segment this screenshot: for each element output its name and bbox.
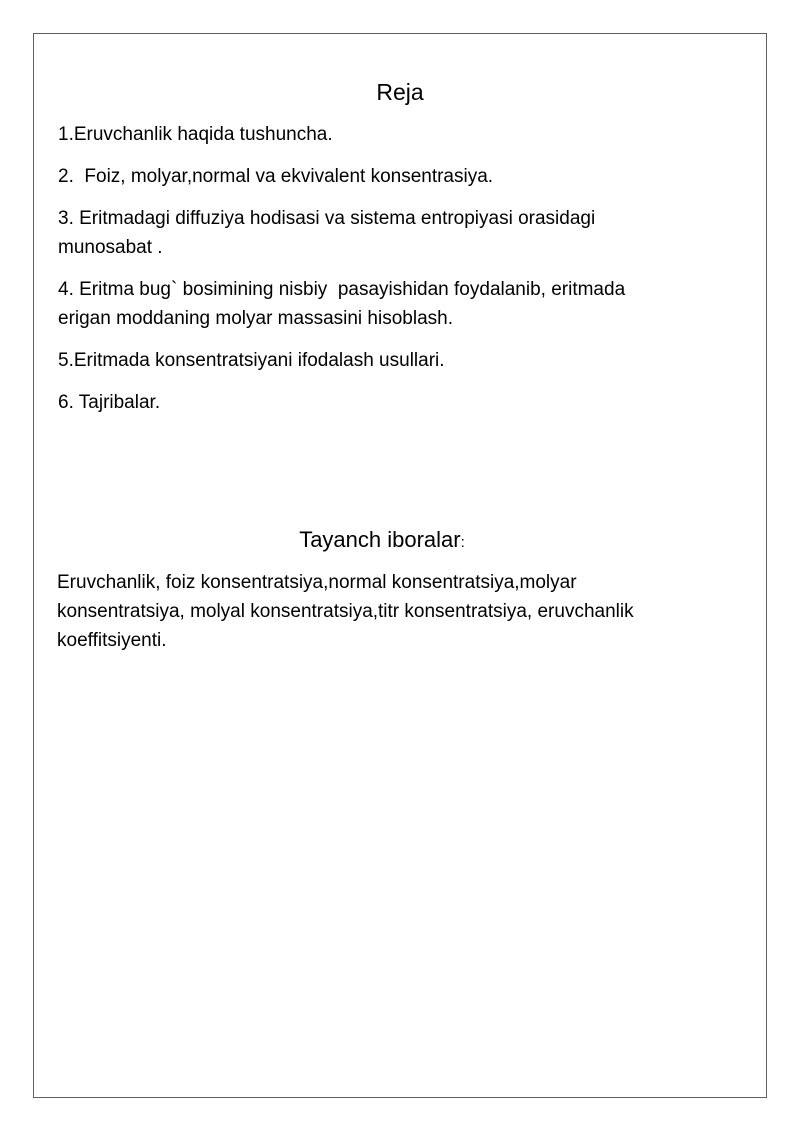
keywords-paragraph: Eruvchanlik, foiz konsentratsiya,normal konsentratsiya,molyar konsentratsiya, molyal konsentratsiya,titr konsentratsiya, eruvchanlik koeffitsiyenti. — [57, 572, 639, 651]
keywords-heading-colon: : — [460, 534, 465, 551]
list-item: 3. Eritmadagi diffuziya hodisasi va sistema entropiyasi orasidagi munosabat . — [58, 208, 601, 258]
page-title: Reja — [376, 79, 424, 105]
page-border-frame — [33, 33, 767, 1098]
keywords-heading-label: Tayanch iboralar — [299, 527, 461, 552]
list-item: 1.Eruvchanlik haqida tushuncha. — [58, 124, 333, 145]
slide-content-area — [34, 34, 766, 1097]
list-item: 2. Foiz, molyar,normal va ekvivalent konsentrasiya. — [58, 166, 494, 187]
outline-list — [58, 120, 678, 417]
keywords-heading — [34, 525, 766, 557]
list-item: 5.Eritmada konsentratsiyani ifodalash usullari. — [58, 350, 445, 371]
list-item: 6. Tajribalar. — [58, 392, 161, 413]
list-item: 4. Eritma bug` bosimining nisbiy pasayishidan foydalanib, eritmada erigan moddaning molyar massasini hisoblash. — [58, 279, 631, 329]
